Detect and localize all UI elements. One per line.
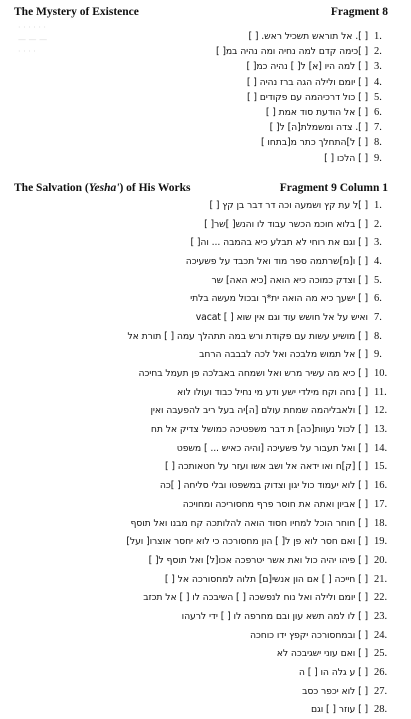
hebrew-line-text: [ ] למה היו [א] ל[ ] נהיה כמ[ ] [246, 61, 368, 73]
hebrew-line-text: [ ]ל עת קץ ושמעה וכה דר דבר בן קץ [ ] [209, 199, 368, 211]
line-number: 23. [374, 610, 388, 622]
hebrew-line-text: [ ] ע גלה הו [ ] ה [298, 667, 368, 679]
line-number: 4. [374, 255, 382, 267]
line-number: 16. [374, 480, 388, 492]
hebrew-line-text: [ ] יומם ולילה ואל נוח לנפשכה [ ] השיבכה לו [ ] אל תכזב [143, 592, 368, 604]
text-line [14, 607, 396, 626]
line-number: 1. [374, 199, 382, 211]
text-line [14, 135, 396, 150]
fragment9-title-post: ) of His Works [119, 182, 191, 194]
hebrew-line-text: [ ] וגם את רוחי לא תבלע כיא בהמבה ... וה[ ] [190, 237, 368, 249]
text-line [14, 682, 396, 701]
hebrew-line-text: [ ] אביון ואתה את חוסר פרף מחסוריכה ומחויכה [182, 498, 368, 510]
line-number: 20. [374, 554, 388, 566]
fragment9-header [14, 182, 388, 194]
hebrew-line-text: [ ] כול דרכיהמה עם פקודים [ ] [246, 91, 368, 103]
hebrew-line-text: [ ] וצדק כמוכה כיא הואה [כיא האה] שר [211, 274, 368, 286]
text-line [14, 271, 396, 290]
hebrew-line-text: [ ] נחה וקח מילדי ישע ודע מי נחיל כבוד ועולו לוא [177, 386, 368, 398]
hebrew-line-text: [ ] ל]התחלך כתר מ[בתחו ] [260, 137, 368, 149]
hebrew-line-text: [ ] בלוא חוכמ הכשר עבוד לו והנש[ ]שר[ ] [204, 218, 368, 230]
hebrew-line-text: [ ]. צדה ומשמלת[ה] ל[ ] [269, 122, 368, 134]
fragment9-title-pre: The Salvation ( [14, 182, 89, 194]
text-line [14, 90, 396, 105]
hebrew-line-text: [ ] ו[מ]שרתמה ספר מוד ואל תכבד על פשעיכה [185, 255, 368, 267]
line-number: 2. [374, 218, 382, 230]
text-line [14, 289, 396, 308]
text-line [14, 75, 396, 90]
text-line [14, 151, 396, 166]
line-number: 21. [374, 573, 388, 585]
text-line [14, 215, 396, 234]
text-line [14, 233, 396, 252]
line-number: 13. [374, 424, 388, 436]
text-line [14, 495, 396, 514]
hebrew-line-text: [ ] ואם עוני ישגיבכה לא [276, 648, 368, 660]
text-line [14, 120, 396, 135]
text-line [14, 588, 396, 607]
hebrew-line-text: [ ] חייכה [ ] אם הון אנשי[ם] תלוה למחסורכה אל [ ] [164, 573, 368, 585]
line-number: 14. [374, 442, 388, 454]
faint-note: · · · · · · [18, 23, 46, 32]
hebrew-line-text: [ ] ישעך כיא מה הואה ית*ך ובכול מעשה בלתי [190, 293, 368, 305]
fragment9-lines [14, 196, 396, 719]
hebrew-line-text: ואיש על אל חושש עוד וגם אין שוא [ ] vacat [195, 311, 368, 323]
fragment9-title-italic: Yesha' [88, 182, 120, 194]
fragment8-title: The Mystery of Existence [14, 6, 139, 18]
text-line [14, 59, 396, 74]
text-line [14, 308, 396, 327]
line-number: 27. [374, 685, 388, 697]
hebrew-line-text: [ ] ואל תעבור על פשעיכה [והיה כאיש ... ] משפט [176, 442, 368, 454]
text-line [14, 346, 396, 365]
hebrew-line-text: [ ] ולאבליהמה שמחת עולם [ה]יה בעל ריב להפעבה ואין [150, 405, 368, 417]
hebrew-line-text: [ ] אל תמוש מלבכה ואל לכה לבבבה הרחב [199, 349, 368, 361]
line-number: 22. [374, 592, 388, 604]
hebrew-line-text: [ ] עוזר [ ] וגם [310, 704, 368, 716]
text-line [14, 551, 396, 570]
hebrew-line-text: [ ] לוא יעמוד כול יגון וצדוק במשפטו ובלי סליחה [ ]כה [159, 480, 368, 492]
line-number: 7. [374, 311, 382, 323]
hebrew-line-text: [ ] [ק]ח ואו ידאה אל ושב אשו ועזר על חטאותכה [ ] [164, 461, 368, 473]
text-line [14, 514, 396, 533]
hebrew-line-text: [ ] אל הודעת סוד אמת [ ] [265, 107, 368, 119]
text-line [14, 402, 396, 421]
line-number: 17. [374, 498, 388, 510]
line-number: 12. [374, 405, 388, 417]
fragment9-label: Fragment 9 Column 1 [279, 182, 388, 194]
text-line [14, 383, 396, 402]
hebrew-line-text: [ ]כי‏מה קדם למה נחיה ומה נהיה במ[ ] [215, 46, 368, 58]
line-number: 15. [374, 461, 388, 473]
text-line [14, 44, 396, 59]
text-line [14, 663, 396, 682]
hebrew-line-text: [ ] לוא יכפר כסב [302, 685, 368, 697]
hebrew-line-text: [ ] ואם חסר לוא פן ל[ ] הון מחסורכה כי לוא יחסר אוצרו[ ועל] [126, 536, 368, 548]
text-line [14, 626, 396, 645]
text-line [14, 532, 396, 551]
line-number: 2. [374, 46, 382, 58]
line-number: 19. [374, 536, 388, 548]
line-number: 24. [374, 629, 388, 641]
line-number: 9. [374, 152, 382, 164]
text-line [14, 458, 396, 477]
text-line [14, 29, 396, 44]
line-number: 28. [374, 704, 388, 716]
hebrew-line-text: [ ] לכול נעוות[כה] ת דבר משפטיכה כמושל צדיק אל תח [150, 424, 368, 436]
fragment8-lines [14, 29, 396, 166]
hebrew-line-text: [ ] פיהו יהיה כול ואת אשר יטרפכה אכו[ל] ואל תוסף ל[ ] [148, 554, 368, 566]
line-number: 3. [374, 237, 382, 249]
line-number: 3. [374, 61, 382, 73]
text-line [14, 420, 396, 439]
line-number: 26. [374, 667, 388, 679]
hebrew-line-text: [ ] מושיע עשות עם פקודת ורש במה תתהלך עמה [ ] תורת אל [127, 330, 368, 342]
line-number: 5. [374, 91, 382, 103]
text-line [14, 570, 396, 589]
text-line [14, 364, 396, 383]
text-line [14, 105, 396, 120]
line-number: 9. [374, 349, 382, 361]
fragment8-label: Fragment 8 [330, 6, 388, 18]
text-line [14, 476, 396, 495]
fragment9-title [14, 182, 190, 194]
faint-note: — — — [18, 35, 48, 44]
line-number: 6. [374, 107, 382, 119]
text-line [14, 645, 396, 664]
hebrew-line-text: [ ] כיא מה עשיר מרש ואל ושמחה באבלכה פן תעמל בחיכה [138, 368, 368, 380]
line-number: 7. [374, 122, 382, 134]
hebrew-line-text: [ ] חוחר הוכל למחיו חסוד הואה להלותכה קח מבנו ואל תוסף [130, 517, 368, 529]
line-number: 25. [374, 648, 388, 660]
text-line [14, 252, 396, 271]
text-line [14, 327, 396, 346]
hebrew-line-text: [ ] הלכו [ ] [324, 152, 368, 164]
text-line [14, 701, 396, 719]
line-number: 6. [374, 293, 382, 305]
line-number: 11. [374, 386, 387, 398]
hebrew-line-text: [ ]. אל תוראש תשכיל ראש. [ ] [248, 31, 368, 43]
line-number: 4. [374, 76, 382, 88]
faint-note: · · · · [18, 47, 36, 56]
line-number: 10. [374, 368, 388, 380]
fragment8-header [14, 6, 388, 18]
hebrew-line-text: [ ] לו למה תשא עון ובם מחרפה לו [ ] ידי לרעהו [181, 610, 368, 622]
line-number: 18. [374, 517, 388, 529]
line-number: 1. [374, 31, 382, 43]
text-line [14, 196, 396, 215]
line-number: 8. [374, 137, 382, 149]
text-line [14, 439, 396, 458]
line-number: 5. [374, 274, 382, 286]
hebrew-line-text: [ ] יומם ולילה הגה ברז נהיה [ ] [246, 76, 368, 88]
hebrew-line-text: [ ] ובמחסורכה יקפץ ידו כוחכה [249, 629, 368, 641]
line-number: 8. [374, 330, 382, 342]
